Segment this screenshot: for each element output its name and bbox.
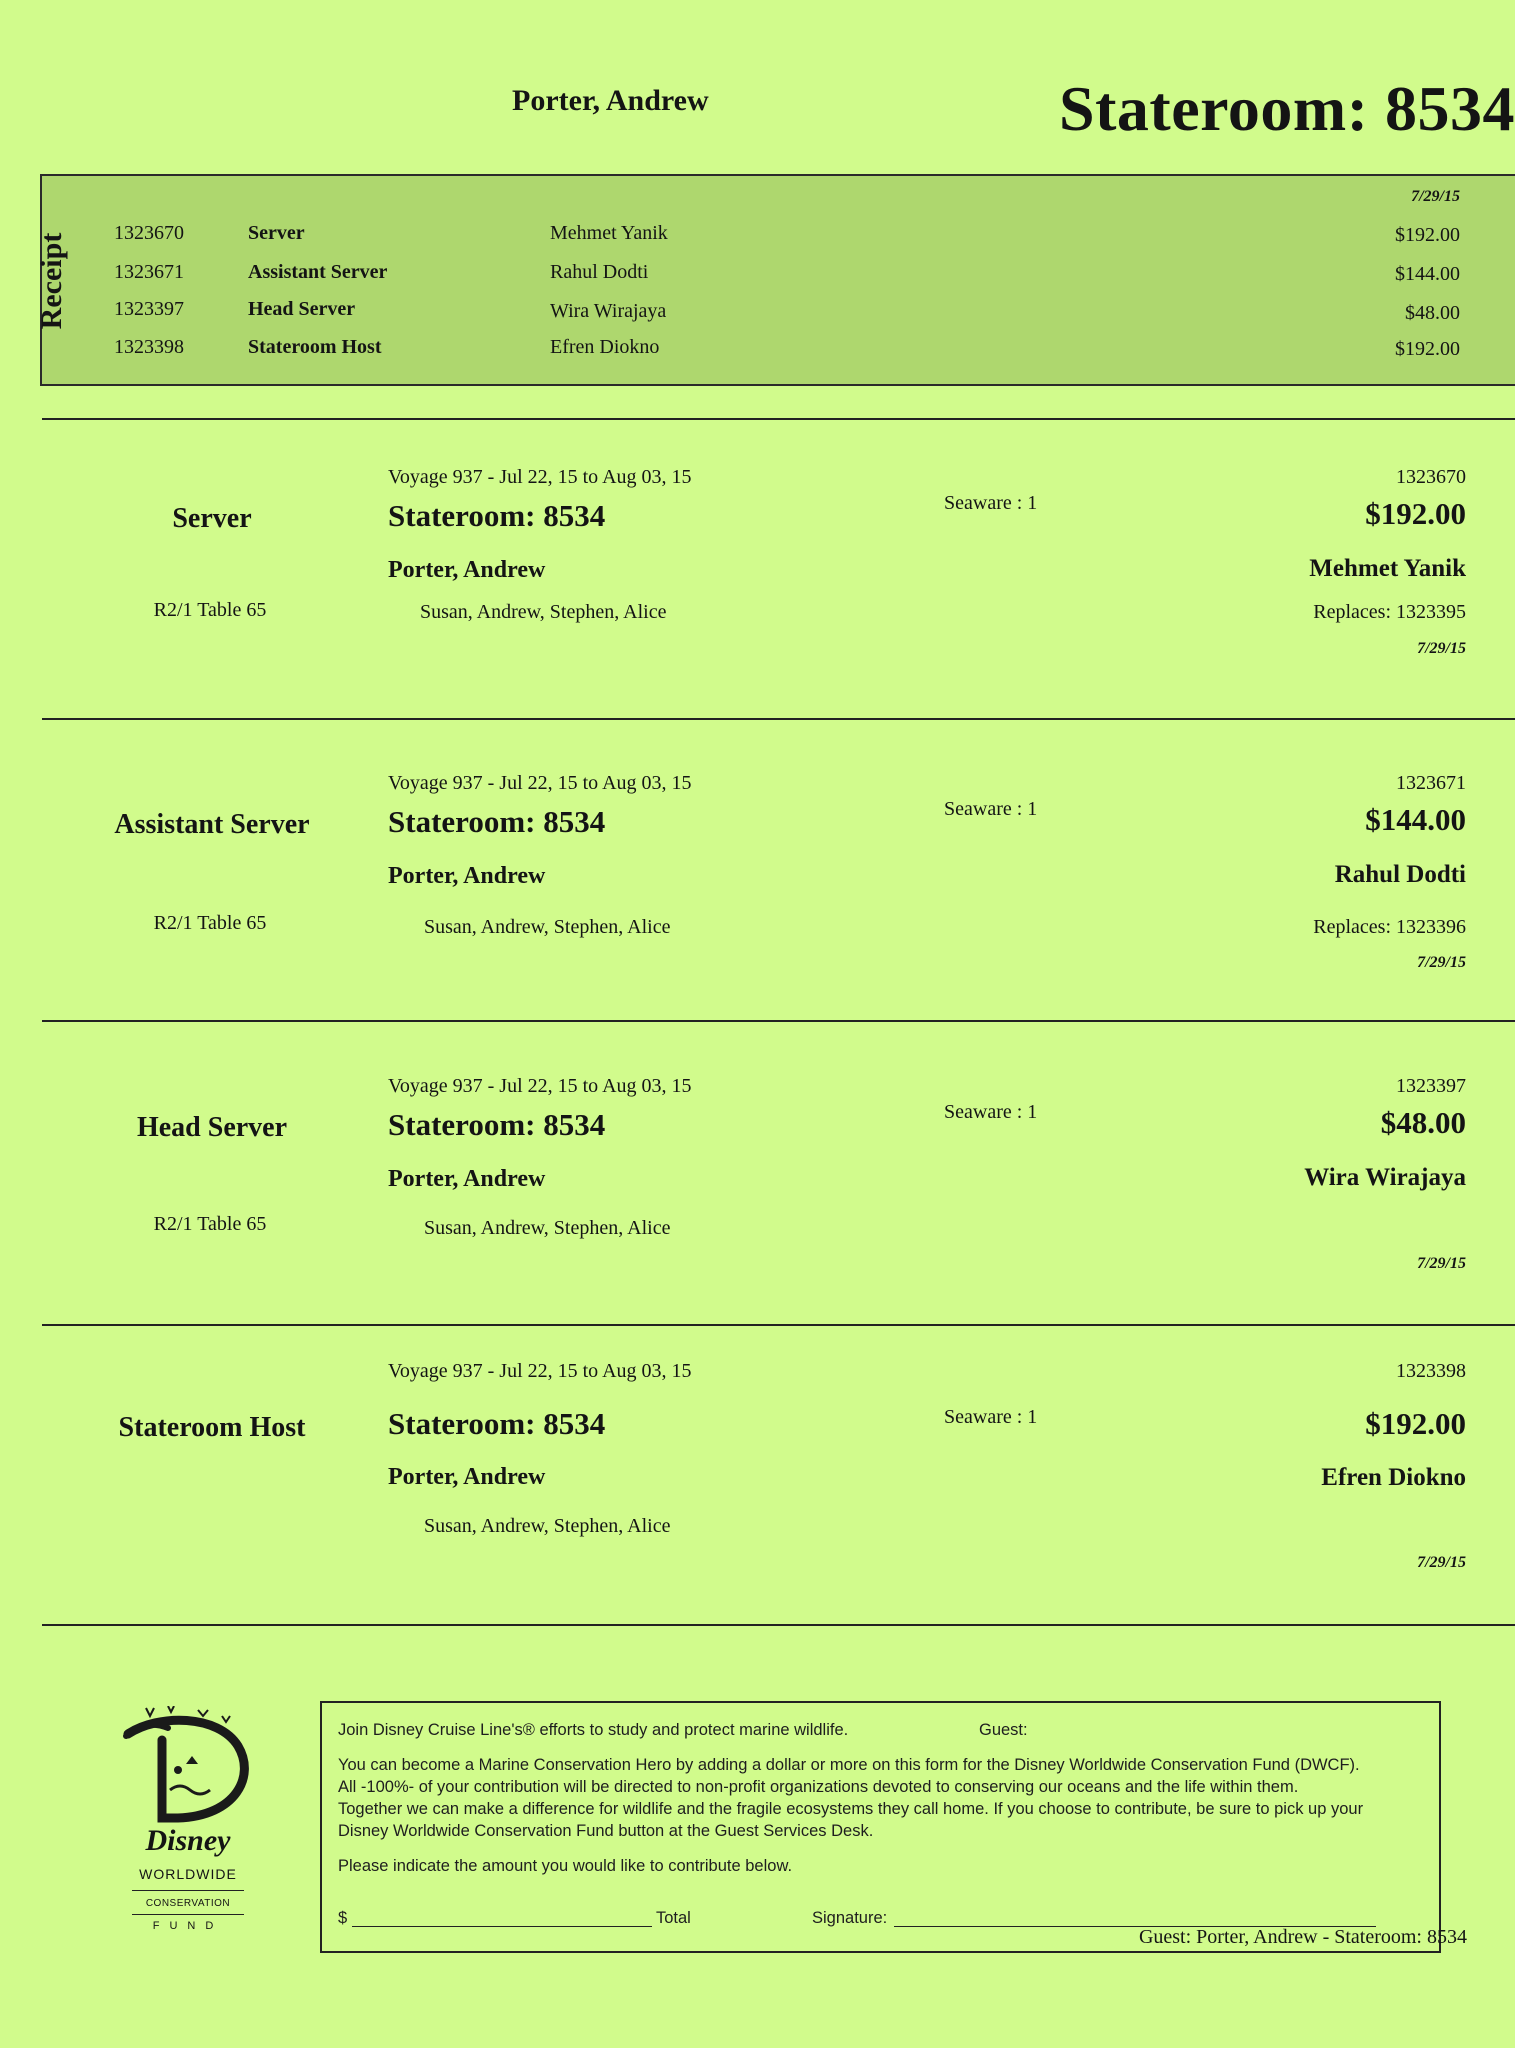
receipt-row-role: Server bbox=[248, 222, 305, 244]
disney-d-emblem-icon bbox=[118, 1706, 258, 1826]
slip-role: Server bbox=[172, 503, 252, 534]
logo-conservation: CONSERVATION bbox=[145, 1898, 231, 1909]
receipt-row-staff: Wira Wirajaya bbox=[550, 300, 667, 322]
conservation-contribution-form bbox=[320, 1701, 1441, 1953]
slip-date: 7/29/15 bbox=[1417, 954, 1466, 971]
receipt-row-staff: Mehmet Yanik bbox=[550, 222, 668, 244]
receipt-row-amount: $144.00 bbox=[1395, 263, 1460, 285]
receipt-row-number: 1323671 bbox=[114, 261, 184, 283]
slip-seaware: Seaware : 1 bbox=[944, 798, 1038, 820]
tip-slip-head-server bbox=[0, 1055, 1515, 1355]
slip-number: 1323398 bbox=[1396, 1360, 1466, 1382]
receipt-label: Receipt bbox=[35, 232, 68, 330]
logo-divider bbox=[132, 1914, 244, 1915]
contribution-amount-field[interactable] bbox=[352, 1926, 652, 1927]
receipt-row-role: Stateroom Host bbox=[248, 336, 382, 358]
slip-role: Assistant Server bbox=[114, 809, 310, 840]
tip-slip-server bbox=[0, 446, 1515, 746]
slip-guest-name: Porter, Andrew bbox=[388, 1166, 546, 1192]
logo-brand: Disney bbox=[145, 1824, 231, 1857]
contribution-body: Disney Worldwide Conservation Fund button at the Guest Services Desk. bbox=[338, 1822, 874, 1840]
slip-party: Susan, Andrew, Stephen, Alice bbox=[424, 916, 671, 938]
slip-seaware: Seaware : 1 bbox=[944, 492, 1038, 514]
slip-staff-name: Rahul Dodti bbox=[1334, 861, 1466, 888]
slip-amount: $192.00 bbox=[1365, 1406, 1466, 1441]
contribution-prompt: Please indicate the amount you would like to contribute below. bbox=[338, 1857, 793, 1875]
slip-amount: $48.00 bbox=[1380, 1105, 1466, 1140]
receipt-row-number: 1323670 bbox=[114, 222, 184, 244]
slip-amount: $144.00 bbox=[1365, 802, 1466, 837]
slip-replaces: Replaces: 1323395 bbox=[1313, 601, 1466, 623]
slip-guest-name: Porter, Andrew bbox=[388, 1464, 546, 1490]
slip-role: Stateroom Host bbox=[118, 1412, 306, 1443]
receipt-row-role: Assistant Server bbox=[248, 261, 388, 283]
contribution-total-label: Total bbox=[656, 1909, 691, 1927]
receipt-date: 7/29/15 bbox=[1411, 188, 1460, 205]
slip-party: Susan, Andrew, Stephen, Alice bbox=[424, 1515, 671, 1537]
contribution-signature-label: Signature: bbox=[812, 1909, 888, 1927]
slip-voyage: Voyage 937 - Jul 22, 15 to Aug 03, 15 bbox=[388, 466, 692, 488]
slip-stateroom: Stateroom: 8534 bbox=[388, 1406, 606, 1441]
slip-stateroom: Stateroom: 8534 bbox=[388, 1107, 606, 1142]
slip-date: 7/29/15 bbox=[1417, 640, 1466, 657]
receipt-row-number: 1323398 bbox=[114, 336, 184, 358]
receipt-row-staff: Efren Diokno bbox=[550, 336, 660, 358]
slip-seaware: Seaware : 1 bbox=[944, 1406, 1038, 1428]
slip-date: 7/29/15 bbox=[1417, 1255, 1466, 1272]
slip-party: Susan, Andrew, Stephen, Alice bbox=[420, 601, 667, 623]
slip-voyage: Voyage 937 - Jul 22, 15 to Aug 03, 15 bbox=[388, 1075, 692, 1097]
contribution-body: All -100%- of your contribution will be directed to non-profit organizations devoted to conserving our oceans and the life within them. bbox=[338, 1778, 1299, 1796]
slip-table: R2/1 Table 65 bbox=[153, 599, 267, 621]
slip-staff-name: Mehmet Yanik bbox=[1309, 555, 1466, 582]
slip-date: 7/29/15 bbox=[1417, 1554, 1466, 1571]
contribution-intro: Join Disney Cruise Line's® efforts to study and protect marine wildlife. bbox=[338, 1721, 849, 1739]
contribution-body: Together we can make a difference for wildlife and the fragile ecosystems they call home. If you choose to contribute, be sure to pick up your bbox=[338, 1800, 1364, 1818]
receipt-row-staff: Rahul Dodti bbox=[550, 261, 649, 283]
guest-name-header: Porter, Andrew bbox=[512, 84, 709, 117]
slip-seaware: Seaware : 1 bbox=[944, 1101, 1038, 1123]
slip-number: 1323670 bbox=[1396, 466, 1466, 488]
slip-number: 1323397 bbox=[1396, 1075, 1466, 1097]
receipt-row-amount: $48.00 bbox=[1405, 302, 1460, 324]
tip-slip-stateroom-host bbox=[0, 1352, 1515, 1652]
slip-table: R2/1 Table 65 bbox=[153, 1213, 267, 1235]
slip-table: R2/1 Table 65 bbox=[153, 912, 267, 934]
receipt-row-number: 1323397 bbox=[114, 298, 184, 320]
slip-staff-name: Efren Diokno bbox=[1321, 1464, 1466, 1491]
disney-conservation-logo bbox=[118, 1706, 258, 1932]
slip-replaces: Replaces: 1323396 bbox=[1313, 916, 1466, 938]
slip-party: Susan, Andrew, Stephen, Alice bbox=[424, 1217, 671, 1239]
slip-staff-name: Wira Wirajaya bbox=[1304, 1164, 1466, 1191]
stateroom-header: Stateroom: 8534 bbox=[1059, 73, 1515, 144]
contribution-guest-label: Guest: bbox=[979, 1721, 1028, 1739]
contribution-body: You can become a Marine Conservation Hero by adding a dollar or more on this form for the Disney Worldwide Conservation Fund (DWCF). bbox=[338, 1756, 1360, 1774]
slip-amount: $192.00 bbox=[1365, 496, 1466, 531]
logo-fund: FUND bbox=[152, 1920, 224, 1932]
slip-stateroom: Stateroom: 8534 bbox=[388, 498, 606, 533]
logo-divider bbox=[132, 1890, 244, 1891]
divider bbox=[42, 418, 1515, 420]
slip-stateroom: Stateroom: 8534 bbox=[388, 804, 606, 839]
slip-number: 1323671 bbox=[1396, 772, 1466, 794]
slip-voyage: Voyage 937 - Jul 22, 15 to Aug 03, 15 bbox=[388, 1360, 692, 1382]
contribution-dollar-sign: $ bbox=[338, 1909, 348, 1927]
slip-guest-name: Porter, Andrew bbox=[388, 863, 546, 889]
tip-slip-assistant-server bbox=[0, 752, 1515, 1052]
logo-worldwide: WORLDWIDE bbox=[139, 1866, 237, 1882]
footer-guest-stateroom: Guest: Porter, Andrew - Stateroom: 8534 bbox=[1138, 1926, 1467, 1948]
receipt-row-role: Head Server bbox=[248, 298, 356, 320]
receipt-row-amount: $192.00 bbox=[1395, 224, 1460, 246]
slip-voyage: Voyage 937 - Jul 22, 15 to Aug 03, 15 bbox=[388, 772, 692, 794]
slip-guest-name: Porter, Andrew bbox=[388, 557, 546, 583]
slip-role: Head Server bbox=[136, 1112, 288, 1143]
receipt-row-amount: $192.00 bbox=[1395, 338, 1460, 360]
